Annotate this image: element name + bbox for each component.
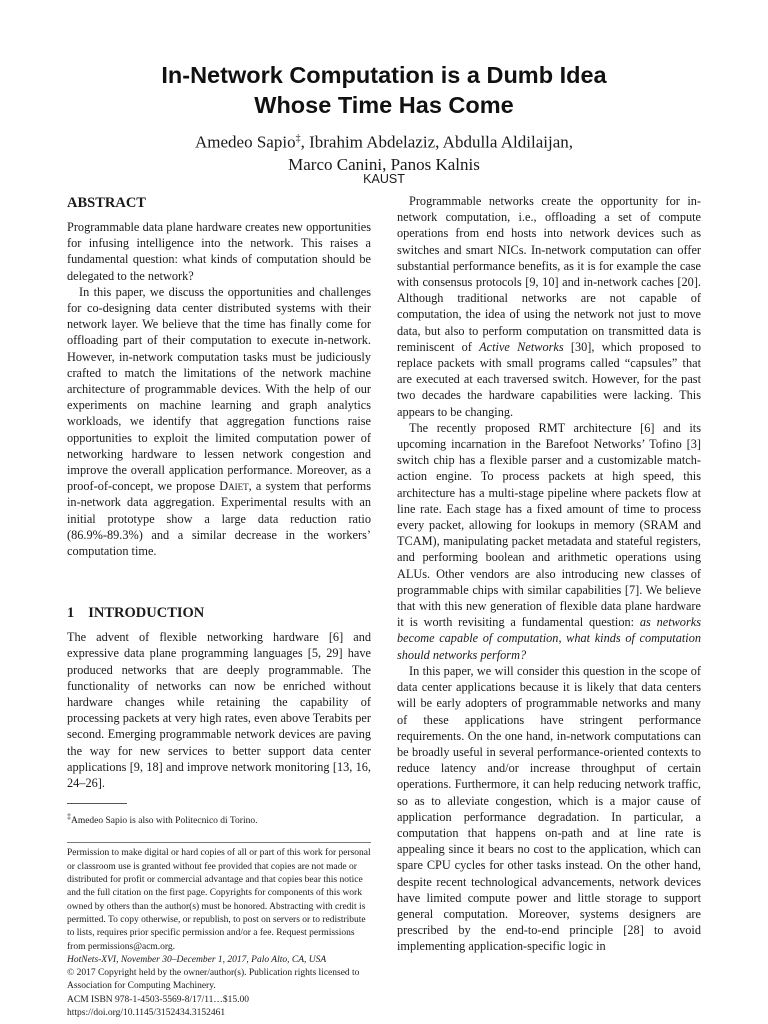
- body-paragraph-1: [397, 193, 701, 420]
- doi-link[interactable]: https://doi.org/10.1145/3152434.3152461: [67, 1008, 226, 1019]
- body-paragraph-2: [397, 420, 701, 663]
- permission-text: Permission to make digital or hard copies of all or part of this work for personal or classroom use is granted without fee provided that copies are not made or distributed for profit or commercial advantage and that copies bear this notice and the full citation on the first page. Copyrights for components of this work owned by others than the author(s) must be honored. Abstracting with credit is permitted. To copy otherwise, or republish, to post on servers or to redistribute to lists, requires prior specific permission and/or a fee. Request permissions from permissions@acm.org.: [67, 848, 371, 952]
- intro-heading: [67, 603, 371, 623]
- footnote-text: Amedeo Sapio is also with Politecnico di Torino.: [70, 816, 258, 827]
- title-line-1: In-Network Computation is a Dumb Idea: [161, 62, 607, 88]
- title-line-2: Whose Time Has Come: [254, 92, 514, 118]
- footnote-mark: ‡: [67, 812, 71, 822]
- abstract-heading: ABSTRACT: [67, 195, 146, 211]
- right-column: [397, 193, 701, 955]
- abstract-p2-after: , a system that performs in-network data aggregation. Experimental results with an initial prototype show a large data reduction ratio (86.9%-89.3%) and a similar decrease in the workers’ computation time.: [67, 479, 372, 559]
- body-paragraph-3: In this paper, we will consider this question in the scope of data center applications because it is likely that data centers will be early adopters of programmable networks and many of these applications have stringent performance requirements. On the one hand, in-network computations can be broadly useful in several performance-oriented contexts to reduce latency and/or increase throughput of certain operations. Furthermore, it can help reducing network traffic, so as to alleviate congestion, which is a major cause of application performance degradation. In particular, a computation that happens on-path and at line rate is appealing since it bears no cost to the application, which can spare CPU cycles for other tasks instead. On the other hand, despite recent technological advancements, network devices have limited compute power and little storage to support general computation. Moreover, systems designers are prescribed by the end-to-end principle [28] to avoid implementing application-specific logic in: [397, 663, 701, 954]
- authors-line-1: [0, 128, 768, 154]
- author-names-rest: , Ibrahim Abdelaziz, Abdulla Aldilaijan,: [300, 132, 573, 152]
- venue: HotNets-XVI, November 30–December 1, 2017, Palo Alto, CA, USA: [67, 954, 327, 965]
- section-number: 1: [67, 605, 75, 622]
- author-footnote-mark: ‡: [295, 133, 301, 144]
- permission-block: [67, 847, 371, 1020]
- paper-title: [0, 60, 768, 120]
- intro-paragraph-1: The advent of flexible networking hardware [6] and expressive data plane programming languages [5, 29] have produced networks that are deeply programmable. The functionality of networks can now be enriched without hardware changes while retaining the capability of processing packets at very high rates, even above Terabits per second. Emerging programmable network devices are paving the way for new services to better support data center applications [9, 18] and improve network monitoring [13, 16, 24–26].: [67, 630, 371, 791]
- authors-line-2: Marco Canini, Panos Kalnis: [288, 154, 480, 174]
- permission-divider: [67, 842, 371, 843]
- p1-italic: Active Networks: [479, 339, 564, 354]
- system-name: Daiet: [219, 479, 249, 494]
- abstract-paragraph-1: Programmable data plane hardware creates new opportunities for infusing intelligence into the network. This raises a fundamental question: what kinds of computation should be delegated to the network?: [67, 220, 371, 283]
- abstract-p2-before: In this paper, we discuss the opportunities and challenges for co-designing data center distributed systems with their network layer. We believe that the time has finally come for offloading part of their computation to execute in-network. However, in-network computation tasks must be judiciously crafted to match the limitations of the network machine architecture of programmable devices. With the help of our experiments on machine learning and graph analytics workloads, we identify that aggregation functions raise opportunities to exploit the limited computation power of networking hardware to lessen network congestion and improve the overall application performance. Moreover, as a proof-of-concept, we propose: [67, 284, 371, 494]
- p1-after: [30], which proposed to replace packets with small programs called “capsules” that are executed at each traversed switch. However, for the past two decades the hardware capabilities were lacking. This appears to be changing.: [397, 339, 701, 419]
- p1-before: Programmable networks create the opportunity for in-network computation, i.e., offloading a set of compute operations from end hosts into network devices such as switches and smart NICs. In-network computation can offer substantial performance benefits, as it is for example the case with consensus protocols [9, 10] and in-network caches [20]. Although traditional networks are not capable of computation, the idea of using the network not just to move data, but also to perform computation on transmitted data is reminiscent of: [397, 194, 701, 354]
- author-list: [0, 128, 768, 176]
- affiliation: KAUST: [363, 172, 405, 186]
- abstract-paragraph-2: [67, 284, 371, 559]
- footnote: [67, 810, 371, 828]
- footnote-divider: [67, 803, 127, 804]
- p2-before: The recently proposed RMT architecture [6] and its upcoming incarnation in the Barefoot Networks’ Tofino [3] switch chip has a flexible parser and a customizable match-action engine. To process packets at high speed, this architecture has a multi-stage pipeline where packets flow at line rate. Each stage has a fixed amount of time to process every packet, allowing for lookups in memory (SRAM and TCAM), manipulating packet metadata and stateful registers, and performing boolean and arithmetic operations using ALUs. Other vendors are also introducing new classes of programmable chips with similar capabilities [7]. We believe that with this new generation of flexible data plane hardware it is worth revisiting a fundamental question:: [397, 420, 701, 630]
- isbn: ACM ISBN 978-1-4503-5569-8/17/11…$15.00: [67, 994, 249, 1005]
- left-column: [67, 193, 371, 1020]
- copyright: © 2017 Copyright held by the owner/author(s). Publication rights licensed to Association for Computing Machinery.: [67, 968, 360, 992]
- p2-italic: as networks become capable of computation, what kinds of computation should networks perform?: [397, 615, 701, 662]
- author-name: Amedeo Sapio: [195, 132, 296, 152]
- section-title: INTRODUCTION: [88, 605, 205, 622]
